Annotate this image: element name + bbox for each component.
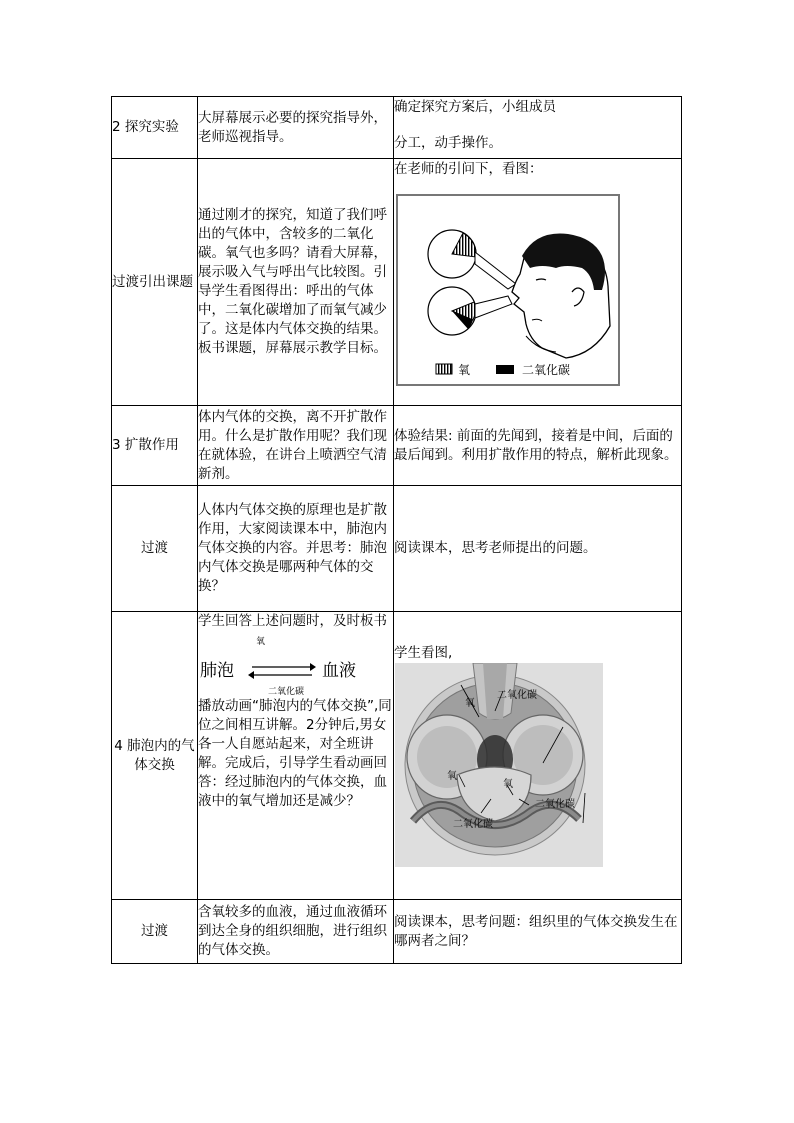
lesson-plan-table	[111, 96, 682, 964]
stage-cell: 过渡引出课题	[112, 159, 198, 406]
student-activity-cell	[394, 612, 682, 900]
teacher-activity-cell: 通过刚才的探究，知道了我们呼出的气体中，含较多的二氧化碳。氧气也多吗？请看大屏幕，展示吸入气与呼出气比较图。引导学生看图得出：呼出的气体中，二氧化碳增加了而氧气减少了。这是体内气体交换的结果。板书课题，屏幕展示教学目标。	[198, 159, 394, 406]
student-text: 学生看图,	[394, 645, 453, 661]
label-co2-bottom: 二氧化碳	[453, 819, 493, 830]
board-alveolus-label: 肺泡	[200, 661, 234, 681]
label-co2-right: 二氧化碳	[535, 799, 575, 810]
teacher-text: 学生回答上述问题时，及时板书	[198, 613, 387, 629]
stage-cell: 过渡	[112, 486, 198, 612]
student-text: 分工，动手操作。	[394, 135, 502, 151]
stage-cell: 过渡	[112, 900, 198, 964]
table-row	[112, 97, 682, 159]
student-activity-cell	[394, 97, 682, 159]
student-activity-cell: 体验结果: 前面的先闻到，接着是中间，后面的最后闻到。利用扩散作用的特点，解析此现象。	[394, 406, 682, 486]
student-text: 在老师的引问下，看图：	[394, 161, 543, 177]
student-activity-cell: 阅读课本，思考问题：组织里的气体交换发生在哪两者之间？	[394, 900, 682, 964]
student-activity-cell	[394, 159, 682, 406]
table-row	[112, 159, 682, 406]
teacher-activity-cell	[198, 612, 394, 900]
label-o2-left: 氧	[447, 771, 457, 782]
student-activity-cell: 阅读课本，思考老师提出的问题。	[394, 486, 682, 612]
board-co2-label: 二氧化碳	[268, 687, 305, 697]
table-row	[112, 612, 682, 900]
table-row	[112, 900, 682, 964]
student-text: 确定探究方案后，小组成员	[394, 99, 556, 115]
teacher-text: 播放动画“肺泡内的气体交换”,同位之间相互讲解。2分钟后,男女各一人自愿站起来，对全班讲解。完成后，引导学生看动画回答：经过肺泡内的气体交换，血液中的氧气增加还是减少？	[198, 698, 392, 809]
teacher-activity-cell: 含氧较多的血液，通过血液循环到达全身的组织细胞，进行组织的气体交换。	[198, 900, 394, 964]
label-o2-right: 氧	[503, 779, 513, 790]
board-diagram	[198, 631, 378, 697]
stage-cell: 2 探究实验	[112, 97, 198, 159]
table-row	[112, 486, 682, 612]
label-o2-top: 氧	[465, 698, 475, 709]
stage-cell: 3 扩散作用	[112, 406, 198, 486]
breath-comparison-figure	[396, 194, 620, 386]
alveolus-exchange-figure	[395, 663, 603, 867]
board-blood-label: 血液	[322, 661, 356, 681]
teacher-activity-cell: 大屏幕展示必要的探究指导外，老师巡视指导。	[198, 97, 394, 159]
table-row	[112, 406, 682, 486]
label-co2-top: 二氧化碳	[497, 690, 537, 701]
stage-cell: 4 肺泡内的气体交换	[112, 612, 198, 900]
board-oxygen-label: 氧	[256, 637, 266, 647]
legend-co2-label: 二氧化碳	[522, 363, 571, 377]
legend-oxygen-label: 氧	[458, 363, 471, 377]
teacher-activity-cell: 人体内气体交换的原理也是扩散作用，大家阅读课本中，肺泡内气体交换的内容。并思考：肺泡内气体交换是哪两种气体的交换？	[198, 486, 394, 612]
teacher-activity-cell: 体内气体的交换，离不开扩散作用。什么是扩散作用呢？我们现在就体验，在讲台上喷洒空气清新剂。	[198, 406, 394, 486]
